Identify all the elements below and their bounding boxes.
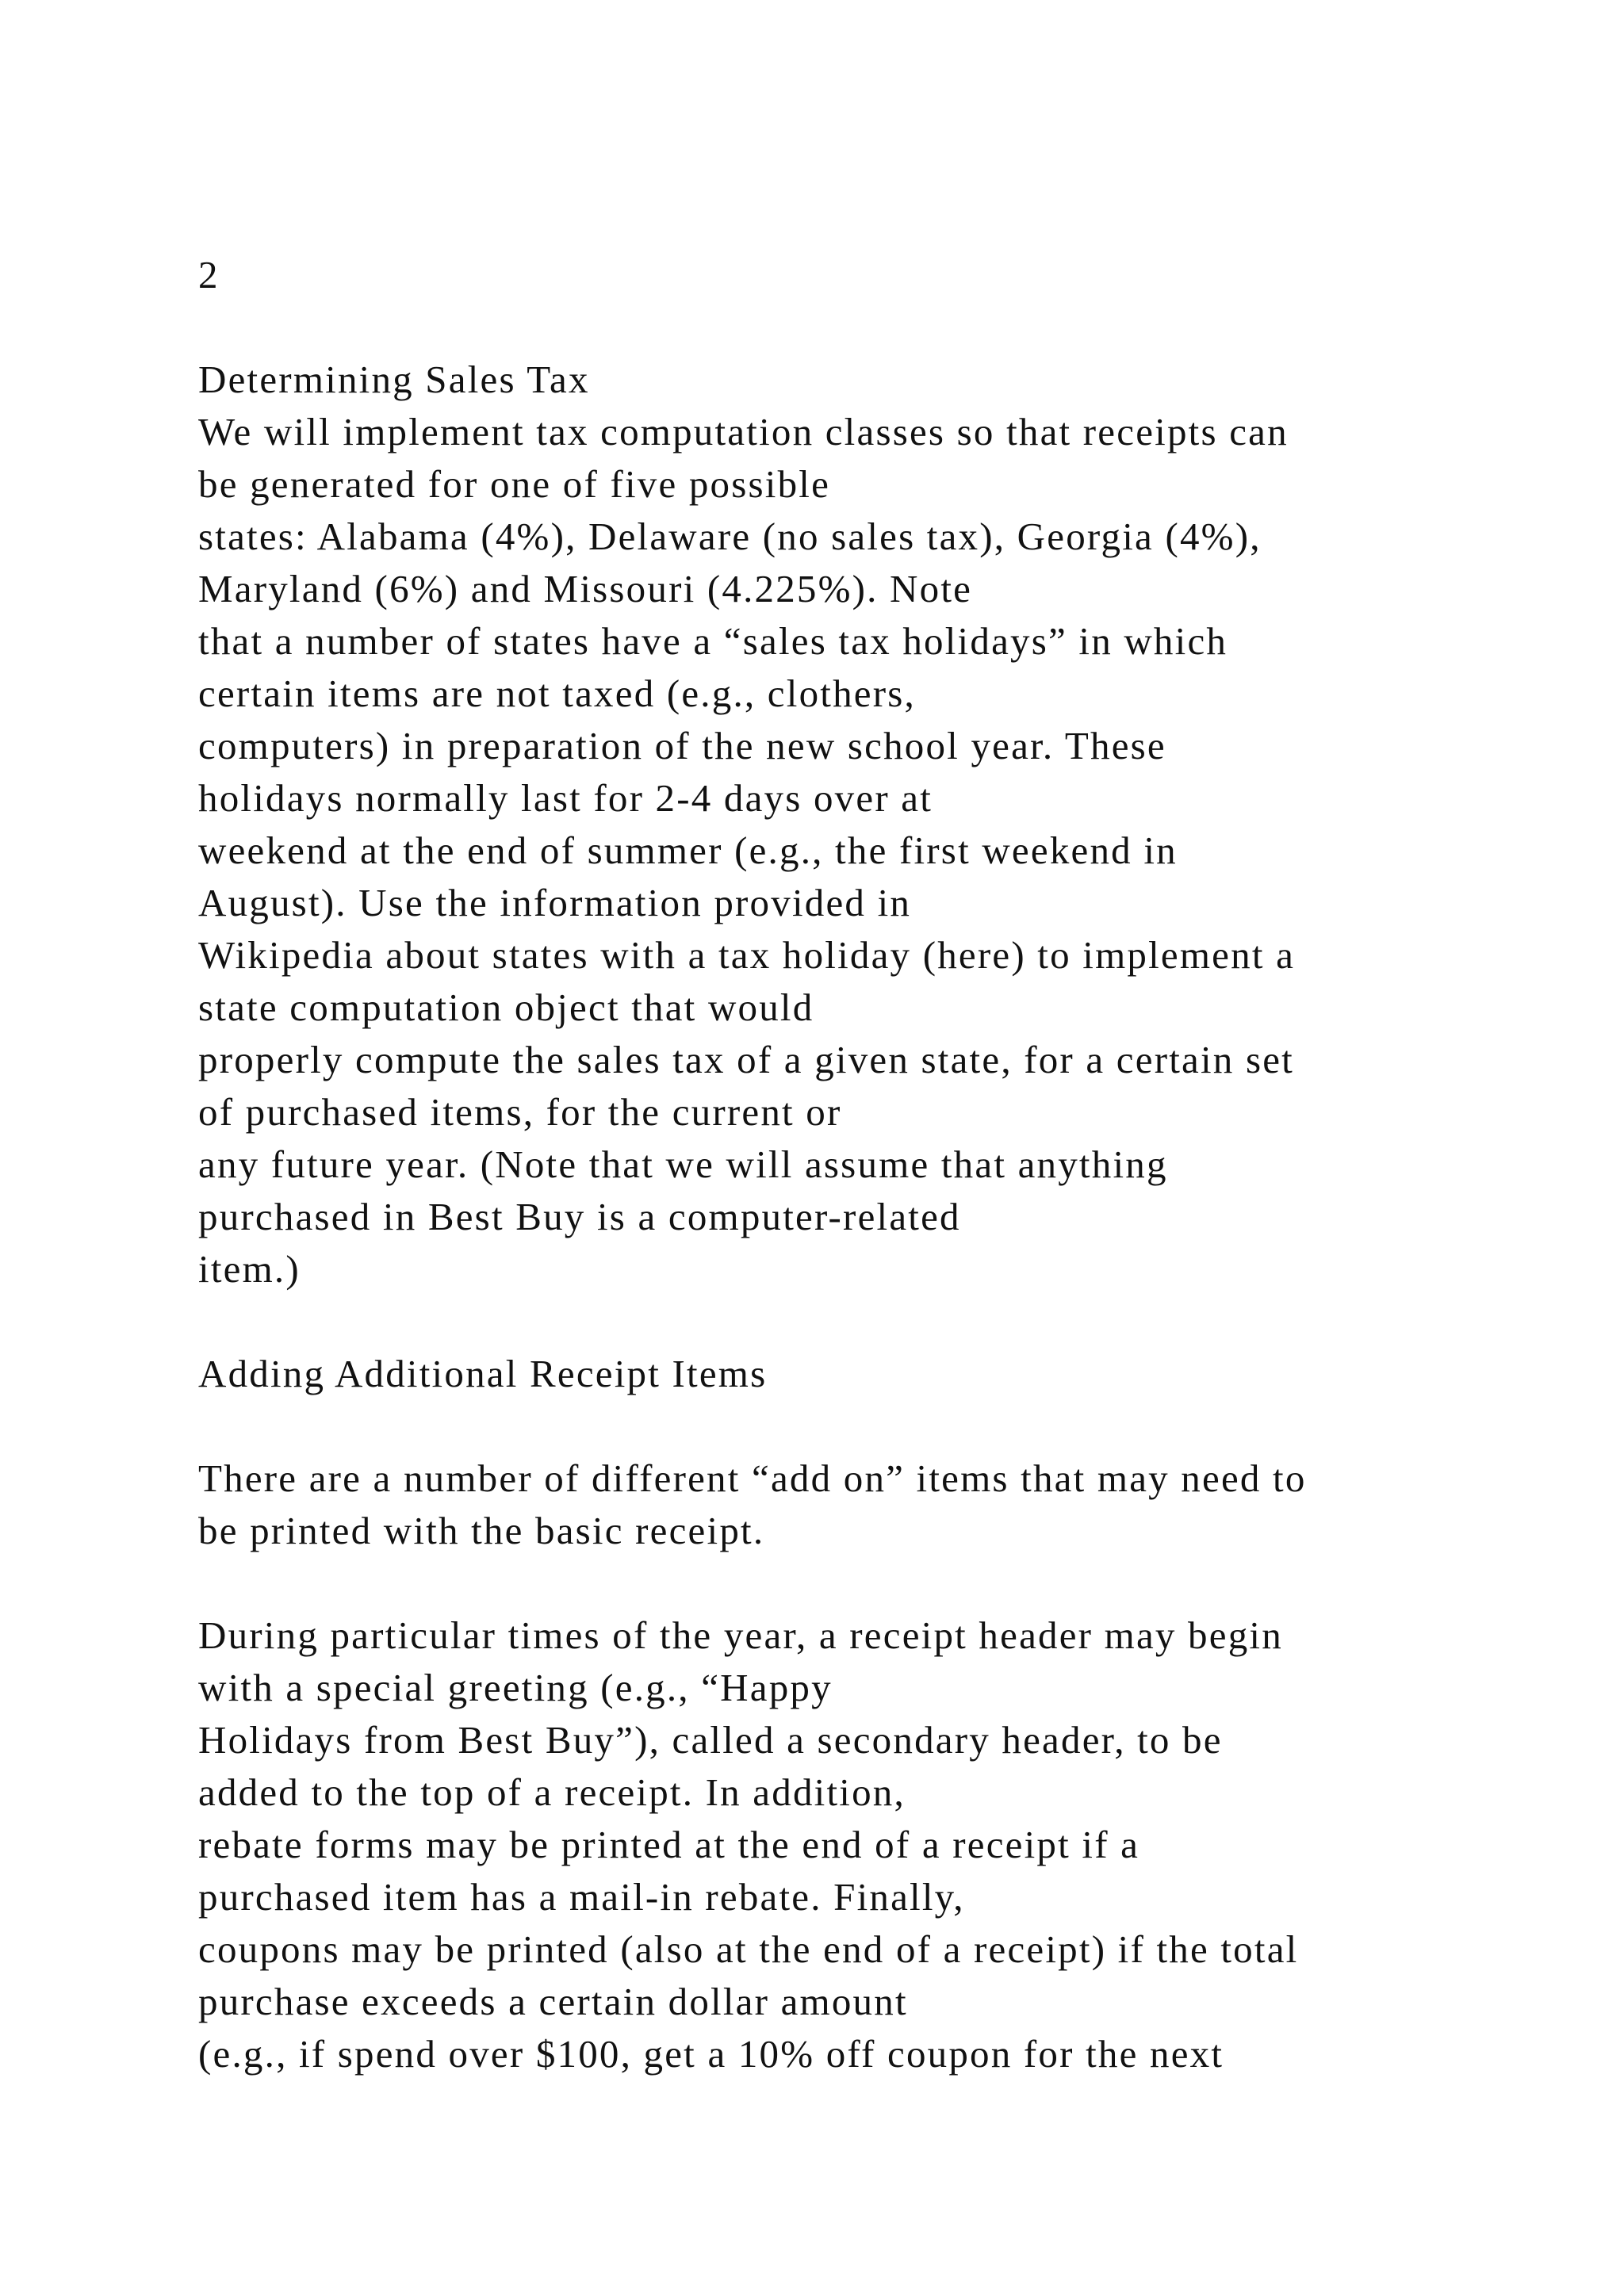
body-line: purchased in Best Buy is a computer-related [198, 1195, 961, 1238]
body-line: any future year. (Note that we will assume that anything [198, 1142, 1168, 1186]
body-line: Maryland (6%) and Missouri (4.225%). Note [198, 567, 973, 610]
body-line: state computation object that would [198, 985, 814, 1029]
body-line: that a number of states have a “sales tax holidays” in which [198, 619, 1228, 663]
blank-line [198, 1557, 1562, 1609]
body-line: computers) in preparation of the new school year. These [198, 724, 1166, 767]
body-line: During particular times of the year, a receipt header may begin [198, 1613, 1283, 1657]
body-line: There are a number of different “add on” items that may need to [198, 1456, 1307, 1500]
body-line: certain items are not taxed (e.g., clothers, [198, 672, 916, 715]
document-body [198, 249, 1562, 2080]
body-line: August). Use the information provided in [198, 881, 912, 924]
body-line: Wikipedia about states with a tax holiday (here) to implement a [198, 933, 1296, 977]
body-line: be generated for one of five possible [198, 462, 831, 506]
body-line: purchase exceeds a certain dollar amount [198, 1980, 908, 2023]
body-line: purchased item has a mail-in rebate. Finally, [198, 1875, 965, 1919]
section-heading-receipt-items: Adding Additional Receipt Items [198, 1352, 768, 1395]
body-line: states: Alabama (4%), Delaware (no sales tax), Georgia (4%), [198, 515, 1262, 558]
body-line: Holidays from Best Buy”), called a secondary header, to be [198, 1718, 1223, 1762]
body-line: We will implement tax computation classes so that receipts can [198, 410, 1289, 453]
body-line: added to the top of a receipt. In addition, [198, 1770, 906, 1814]
body-line: properly compute the sales tax of a given state, for a certain set [198, 1038, 1294, 1081]
blank-line [198, 301, 1562, 354]
body-line: item.) [198, 1247, 301, 1291]
body-line: rebate forms may be printed at the end of a receipt if a [198, 1823, 1140, 1866]
body-line: with a special greeting (e.g., “Happy [198, 1666, 833, 1709]
blank-line [198, 1295, 1562, 1348]
body-line: of purchased items, for the current or [198, 1090, 842, 1134]
body-line: weekend at the end of summer (e.g., the first weekend in [198, 828, 1178, 872]
body-line: (e.g., if spend over $100, get a 10% off coupon for the next [198, 2032, 1224, 2076]
body-line: coupons may be printed (also at the end of a receipt) if the total [198, 1927, 1299, 1971]
body-line: be printed with the basic receipt. [198, 1509, 765, 1552]
body-line: holidays normally last for 2-4 days over at [198, 776, 933, 820]
page-number: 2 [198, 253, 220, 297]
blank-line [198, 1400, 1562, 1452]
section-heading-sales-tax: Determining Sales Tax [198, 358, 590, 401]
